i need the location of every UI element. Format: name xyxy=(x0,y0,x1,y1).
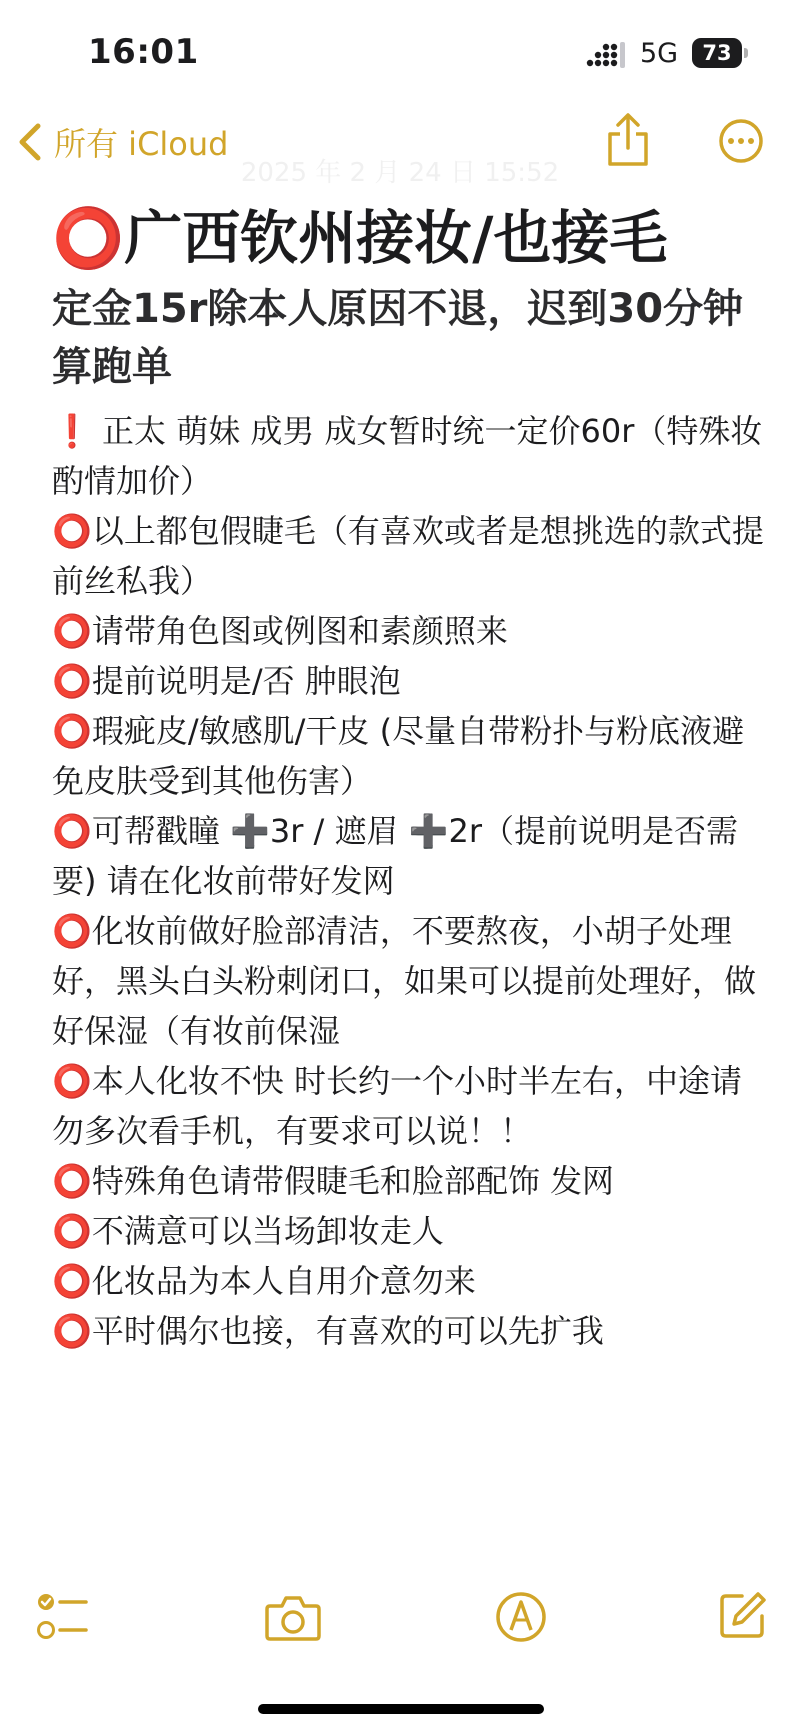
red-ring-icon: ⭕ xyxy=(52,1162,92,1200)
checklist-icon[interactable] xyxy=(36,1590,90,1644)
note-item xyxy=(52,506,764,606)
note-item-text: 可帮戳瞳 ➕3r / 遮眉 ➕2r（提前说明是否需要) 请在化妆前带好发网 xyxy=(52,812,739,900)
battery-icon xyxy=(692,38,748,68)
note-alert-text: 正太 萌妹 成男 成女暂时统一定价60r（特殊妆酌情加价） xyxy=(52,412,763,500)
note-item xyxy=(52,656,764,706)
note-item-text: 特殊角色请带假睫毛和脸部配饰 发网 xyxy=(91,1162,615,1200)
note-item xyxy=(52,606,764,656)
note-item-text: 化妆前做好脸部清洁，不要熬夜，小胡子处理好，黑头白头粉刺闭口，如果可以提前处理好，做好保湿（有妆前保湿 xyxy=(52,912,757,1050)
note-title xyxy=(52,196,764,280)
note-item xyxy=(52,1206,764,1256)
note-item-text: 不满意可以当场卸妆走人 xyxy=(91,1212,444,1250)
red-ring-icon: ⭕ xyxy=(52,812,92,850)
status-bar xyxy=(0,0,800,104)
note-item xyxy=(52,906,764,1056)
note-item-text: 化妆品为本人自用介意勿来 xyxy=(91,1262,476,1300)
network-label: 5G xyxy=(640,38,679,69)
red-ring-icon: ⭕ xyxy=(52,1212,92,1250)
red-ring-icon: ⭕ xyxy=(52,512,92,550)
red-ring-icon: ⭕ xyxy=(52,1312,92,1350)
note-item-text: 提前说明是/否 肿眼泡 xyxy=(91,662,401,700)
camera-icon[interactable] xyxy=(264,1592,322,1642)
note-item-text: 本人化妆不快 时长约一个小时半左右，中途请勿多次看手机，有要求可以说！！ xyxy=(52,1062,743,1150)
compose-icon[interactable] xyxy=(718,1590,768,1640)
red-ring-icon: ⭕ xyxy=(52,1062,92,1100)
back-label: 所有 iCloud xyxy=(54,125,229,163)
note-body[interactable] xyxy=(52,196,764,1356)
bottom-toolbar xyxy=(0,1590,800,1660)
note-item-text: 以上都包假睫毛（有喜欢或者是想挑选的款式提前丝私我） xyxy=(52,512,764,600)
note-item xyxy=(52,1306,764,1356)
note-item xyxy=(52,1156,764,1206)
exclamation-icon: ❗ xyxy=(52,412,92,450)
battery-tip xyxy=(744,48,748,58)
red-ring-icon: ⭕ xyxy=(52,612,92,650)
signal-icon xyxy=(586,42,626,68)
red-ring-icon: ⭕ xyxy=(52,712,92,750)
note-item xyxy=(52,706,764,806)
note-alert-line xyxy=(52,406,764,506)
note-heading: 定金15r除本人原因不退，迟到30分钟算跑单 xyxy=(52,286,744,390)
note-item-text: 瑕疵皮/敏感肌/干皮 (尽量自带粉扑与粉底液避免皮肤受到其他伤害） xyxy=(52,712,745,800)
note-title-text: 广西钦州接妆/也接毛 xyxy=(124,204,668,272)
note-item xyxy=(52,1056,764,1156)
note-item xyxy=(52,806,764,906)
red-ring-icon: ⭕ xyxy=(52,204,125,272)
status-time: 16:01 xyxy=(88,32,199,72)
note-item-text: 请带角色图或例图和素颜照来 xyxy=(91,612,508,650)
note-item xyxy=(52,1256,764,1306)
red-ring-icon: ⭕ xyxy=(52,912,92,950)
red-ring-icon: ⭕ xyxy=(52,662,92,700)
battery-level: 73 xyxy=(692,38,742,68)
home-indicator[interactable] xyxy=(258,1704,544,1714)
red-ring-icon: ⭕ xyxy=(52,1262,92,1300)
note-item-text: 平时偶尔也接，有喜欢的可以先扩我 xyxy=(91,1312,604,1350)
markup-icon[interactable] xyxy=(494,1590,548,1644)
note-date: 2025 年 2 月 24 日 15:52 xyxy=(240,158,560,188)
